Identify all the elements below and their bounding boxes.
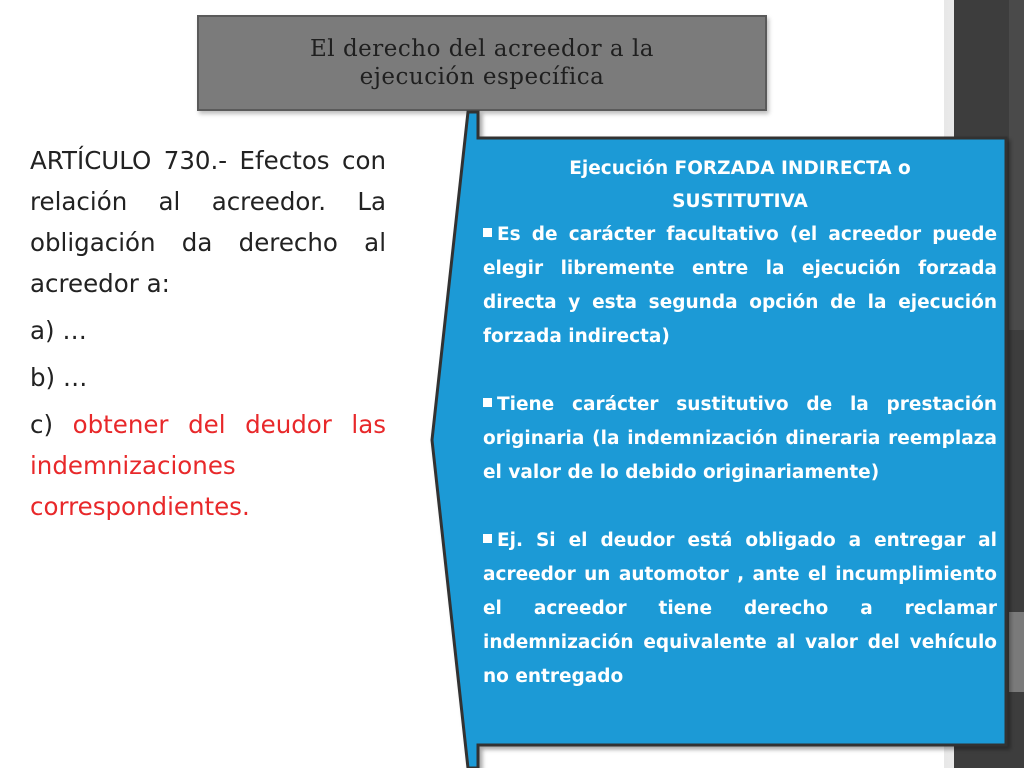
article-item-b: b) … (30, 363, 88, 392)
bullet-spacer (483, 354, 997, 388)
callout-heading-line-1: Ejecución FORZADA INDIRECTA o (569, 158, 911, 179)
callout-bullet-2-text: Tiene carácter sustitutivo de la prestación originaria (la indemnización dineraria reemplaza el valor de lo debido originariamente) (483, 394, 997, 483)
callout-bullet-1 (483, 218, 997, 354)
title-line-1: El derecho del acreedor a la (309, 36, 655, 62)
callout-bullet-3 (483, 524, 997, 694)
bullet-spacer (483, 490, 997, 524)
square-bullet-icon (483, 398, 492, 407)
square-bullet-icon (483, 534, 492, 543)
article-item-c-prefix: c) (30, 410, 73, 439)
callout-bullet-2 (483, 388, 997, 490)
callout-bullet-1-text: Es de carácter facultativo (el acreedor puede elegir libremente entre la ejecución forzada directa y esta segunda opción de la ejecución forzada indirecta) (483, 224, 997, 347)
callout-heading-line-2: SUSTITUTIVA (672, 191, 808, 212)
callout-heading (483, 152, 997, 218)
article-intro: ARTÍCULO 730.- Efectos con relación al acreedor. La obligación da derecho al acreedor a: (30, 146, 386, 298)
square-bullet-icon (483, 228, 492, 237)
callout-content (483, 152, 997, 694)
title-line-2: ejecución específica (359, 64, 605, 90)
article-item-c-highlight: obtener del deudor las indemnizaciones correspondientes. (30, 410, 386, 521)
callout-bullet-3-text: Ej. Si el deudor está obligado a entregar al acreedor un automotor , ante el incumplimiento el acreedor tiene derecho a reclamar indemnización equivalente al valor del vehículo no entregado (483, 530, 997, 687)
article-item-a: a) … (30, 316, 87, 345)
